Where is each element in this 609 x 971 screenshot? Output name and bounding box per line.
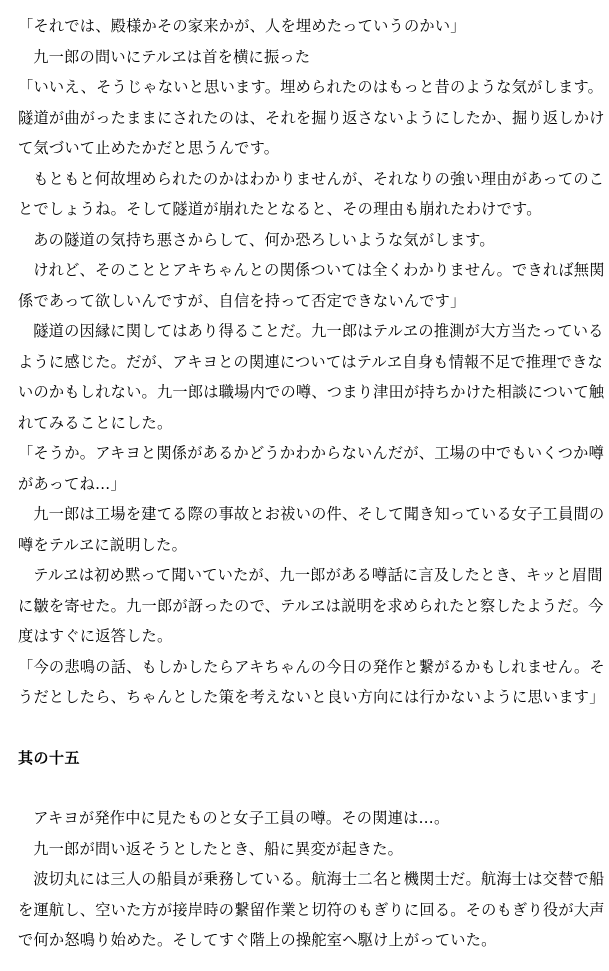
paragraph: 「そうか。アキヨと関係があるかどうかわからないんだが、工場の中でもいくつか噂があってね…」: [18, 444, 605, 493]
body-text-bottom: [18, 803, 605, 956]
paragraph: アキヨが発作中に見たものと女子工員の噂。その関連は…。: [33, 809, 450, 827]
paragraph: テルヱは初め黙って聞いていたが、九一郎がある噂話に言及したとき、キッと眉間に皺を寄せた。九一郎が訝ったので、テルヱは説明を求められたと察したようだ。今度はすぐに返答した。: [18, 566, 604, 645]
paragraph: 九一郎が問い返そうとしたとき、船に異変が起きた。: [33, 839, 404, 858]
paragraph: 隧道の因縁に関してはあり得ることだ。九一郎はテルヱの推測が大方当たっているように感じた。だが、アキヨとの関連についてはテルヱ自身も情報不足で推理できないのかもしれない。九一郎は職場内での噂、つまり津田が持ちかけた相談について触れてみることにした。: [18, 322, 605, 432]
paragraph: 九一郎の問いにテルヱは首を横に振った: [33, 47, 311, 66]
paragraph: 波切丸には三人の船員が乗務している。航海士二名と機関士だ。航海士は交替で船を運航し、空いた方が接岸時の繋留作業と切符のもぎりに回る。そのもぎり役が大声で何か怒鳴り始めた。そしてすぐ階上の操舵室へ駆け上がっていた。: [18, 870, 605, 949]
paragraph: けれど、そのこととアキちゃんとの関係ついては全くわかりません。できれば無関係であって欲しいんですが、自信を持って否定できないんです」: [18, 261, 605, 310]
paragraph: あの隧道の気持ち悪さからして、何か恐ろしいような気がします。: [33, 230, 495, 249]
body-text-top: [18, 0, 605, 713]
paragraph: 「いいえ、そうじゃないと思います。埋められたのはもっと昔のような気がします。隧道が曲がったままにされたのは、それを掘り返さないようにしたか、掘り返しかけて気づいて止めたかだと思うんです。: [18, 78, 605, 157]
paragraph: 「それでは、殿様かその家来かが、人を埋めたっていうのかい」: [18, 17, 466, 35]
section-spacer: [18, 713, 605, 743]
section-heading: 其の十五: [18, 748, 81, 767]
section-spacer: [18, 773, 605, 803]
paragraph: もともと何故埋められたのかはわかりませんが、それなりの強い理由があってのことでしょうね。そして隧道が崩れたとなると、その理由も崩れたわけです。: [18, 169, 605, 218]
paragraph: 九一郎は工場を建てる際の事故とお祓いの件、そして聞き知っている女子工員間の噂をテルヱに説明した。: [18, 505, 605, 554]
paragraph: 「今の悲鳴の話、もしかしたらアキちゃんの今日の発作と繋がるかもしれません。そうだとしたら、ちゃんとした策を考えないと良い方向には行かないように思います」: [18, 657, 605, 706]
